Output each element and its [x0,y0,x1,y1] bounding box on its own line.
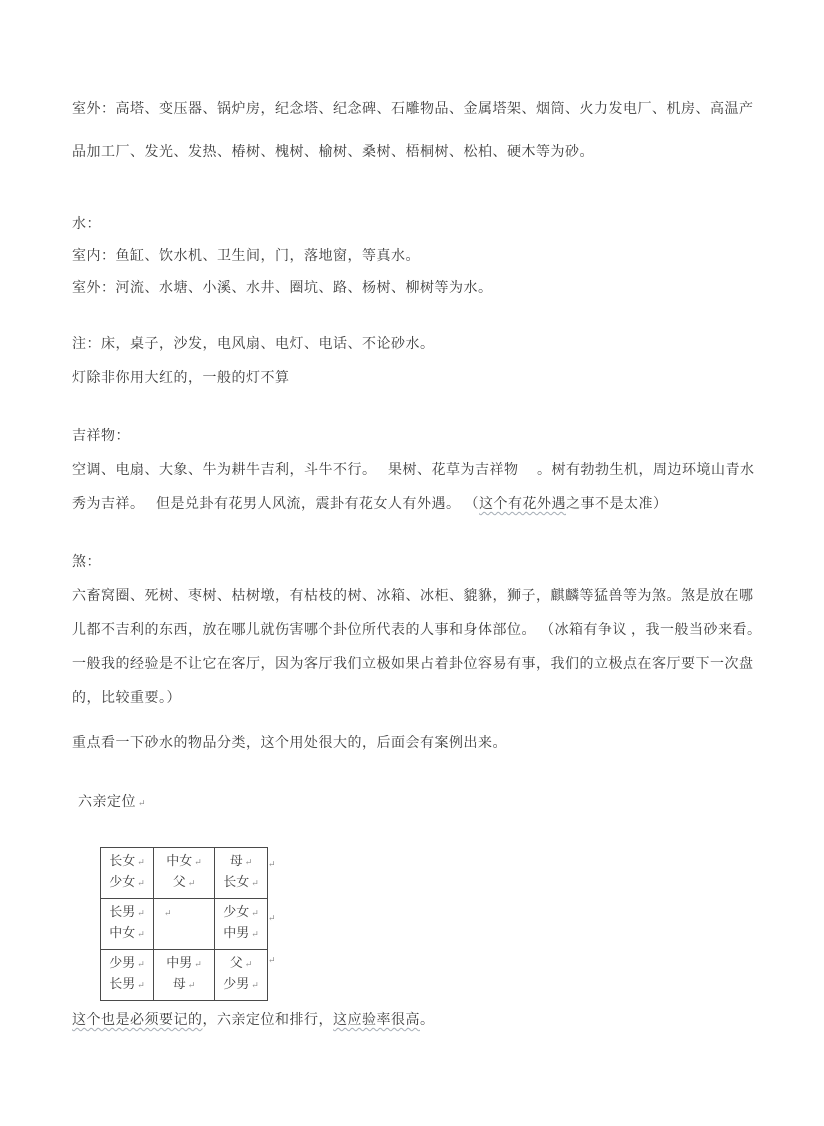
text-line: 水： [72,217,101,232]
return-mark-icon: ↵ [251,929,259,939]
return-mark-icon: ↵ [164,908,172,918]
return-mark-icon: ↵ [268,913,276,923]
text-line: 品加工厂、发光、发热、椿树、槐树、榆树、桑树、梧桐树、松柏、硬木等为砂。 [72,145,594,160]
table-row [101,950,268,1001]
table-cell [101,950,154,1001]
text-line [72,488,755,522]
text-line: 注：床，桌子，沙发，电风扇、电灯、电话、不论砂水。 [72,337,435,352]
text-line: 一般我的经验是不让它在客厅，因为客厅我们立极如果占着卦位容易有事，我们的立极点在客厅要下一次盘 [72,657,754,672]
return-mark-icon: ↵ [138,798,146,808]
text-segment: 之事不是太准） [566,497,668,512]
cell-line: 中女 ↵ [109,925,145,940]
return-mark-icon: ↵ [137,857,145,867]
text-segment: 。 [420,1013,435,1028]
text-line: 六畜窝圈、死树、枣树、枯树墩，有枯枝的树、冰箱、冰柜、貔貅，狮子，麒麟等猛兽等为煞。煞是放在哪 [72,589,754,604]
text-line: 的，比较重要。） [72,691,181,706]
kin-table-wrapper [100,847,276,1001]
text-segment: ，六亲定位和排行， [202,1013,333,1028]
paragraph-sha [72,546,762,716]
return-mark-icon: ↵ [251,980,259,990]
text-line: 空调、电扇、大象、牛为耕牛吉利，斗牛不行。 果树、花草为吉祥物 。树有勃勃生机，周边环境山青水 [72,463,755,478]
text-segment: 秀为吉祥。 但是兑卦有花男人风流，震卦有花女人有外遇。 （ [72,497,479,512]
cell-line: 少男 ↵ [223,976,259,991]
paragraph-lucky [72,420,755,522]
text-segment-wavy-underline: 这个也是必须要记的 [72,1013,203,1028]
return-mark-icon: ↵ [187,878,196,888]
table-cell [215,950,268,1001]
return-mark-icon: ↵ [194,857,202,867]
text-line: 室内：鱼缸、饮水机、卫生间，门，落地窗，等真水。 [72,249,420,264]
cell-line: 少女 ↵ [109,874,145,889]
kin-position-table [100,847,268,1001]
cell-line: 少女 ↵ [223,904,259,919]
table-cell-empty [154,899,215,950]
text-line: 煞： [72,555,101,570]
table-cell [154,848,215,899]
return-mark-icon: ↵ [137,878,145,888]
section-heading-kin-positions [78,793,146,813]
paragraph-sand-outdoor [72,88,754,174]
table-cell [101,899,154,950]
cell-line: 少男 ↵ [109,955,145,970]
return-mark-icon: ↵ [137,980,145,990]
paragraph-note [72,328,435,396]
cell-line: 中女 ↵ [166,853,202,868]
heading-text: 六亲定位 [78,795,136,810]
return-mark-icon: ↵ [251,908,259,918]
cell-line: 长男 ↵ [109,904,145,919]
text-segment-wavy-underline: 这应验率很高 [333,1013,420,1028]
return-mark-icon: ↵ [251,878,259,888]
cell-line: 母 ↵ [229,853,253,868]
table-cell [215,848,268,899]
text-line [72,1011,435,1031]
table-row [101,899,268,950]
cell-line: 长女 ↵ [223,874,259,889]
return-mark-icon: ↵ [244,857,253,867]
paragraph-key-point [72,727,507,761]
return-mark-icon: ↵ [137,959,145,969]
return-mark-icon: ↵ [268,859,276,869]
return-mark-icon: ↵ [137,929,145,939]
return-mark-icon: ↵ [244,959,253,969]
text-line: 吉祥物： [72,429,130,444]
cell-line: 母 ↵ [172,976,196,991]
text-line: 室外：高塔、变压器、锅炉房，纪念塔、纪念碑、石雕物品、金属塔架、烟筒、火力发电厂、机房、高温产 [72,102,754,117]
paragraph-closing [72,1011,435,1031]
return-mark-icon: ↵ [137,908,145,918]
table-cell [101,848,154,899]
text-line: 儿都不吉利的东西，放在哪儿就伤害哪个卦位所代表的人事和身体部位。 （冰箱有争议 ，我一般当砂来看。 [72,623,762,638]
cell-line [162,902,214,923]
cell-line: 中男 ↵ [166,955,202,970]
text-line: 灯除非你用大红的，一般的灯不算 [72,371,290,386]
table-row [101,848,268,899]
table-cell [215,899,268,950]
table-cell [154,950,215,1001]
cell-line: 父 ↵ [172,874,196,889]
cell-line: 中男 ↵ [223,925,259,940]
cell-line: 父 ↵ [229,955,253,970]
cell-line: 长男 ↵ [109,976,145,991]
cell-line: 长女 ↵ [109,853,145,868]
return-mark-icon: ↵ [268,955,276,965]
paragraph-water [72,209,493,305]
return-mark-icon: ↵ [187,980,196,990]
text-line: 重点看一下砂水的物品分类，这个用处很大的，后面会有案例出来。 [72,736,507,751]
text-segment-wavy-underline: 这个有花外遇 [479,497,566,512]
return-mark-icon: ↵ [194,959,202,969]
text-line: 室外：河流、水塘、小溪、水井、圈坑、路、杨树、柳树等为水。 [72,281,493,296]
